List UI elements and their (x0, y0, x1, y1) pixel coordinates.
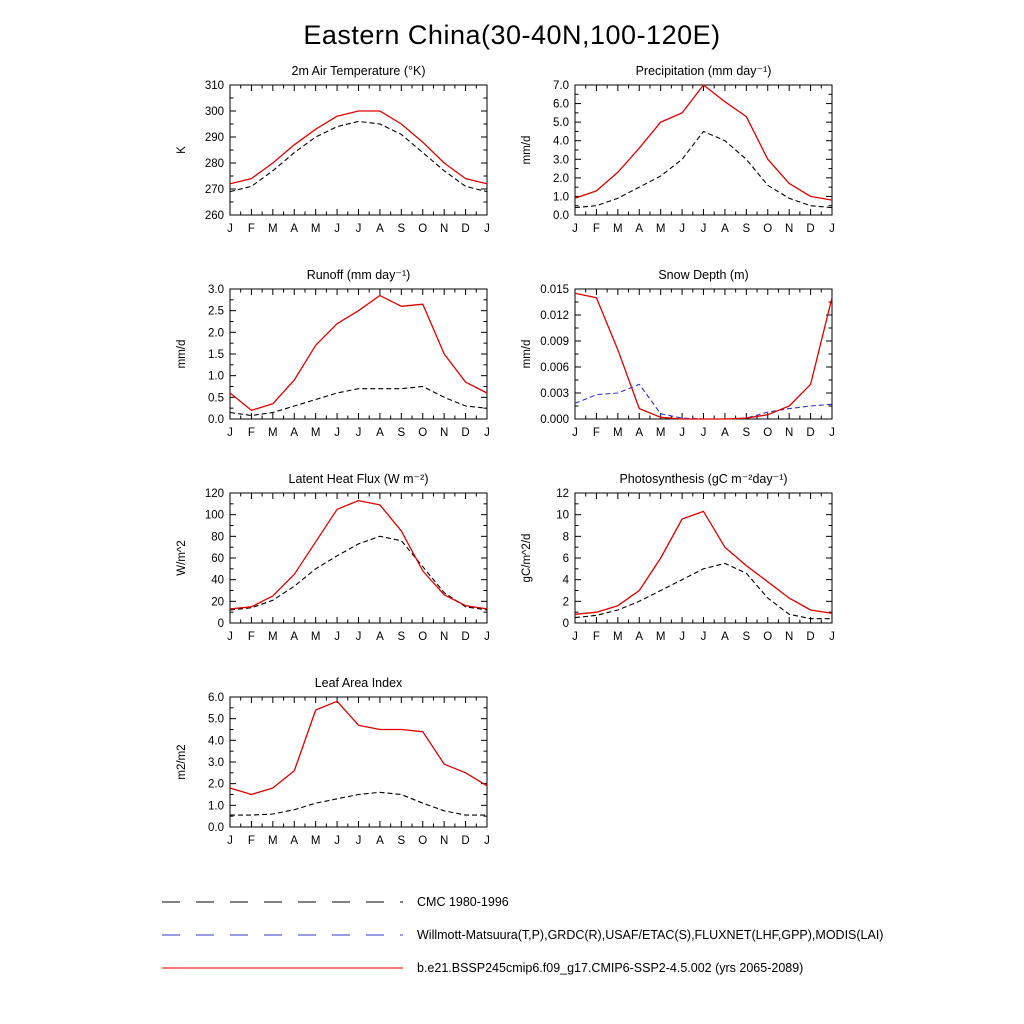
svg-text:1.0: 1.0 (208, 800, 224, 813)
svg-text:A: A (376, 427, 384, 439)
svg-text:A: A (290, 631, 299, 643)
svg-text:M: M (268, 835, 278, 847)
svg-text:O: O (418, 835, 428, 847)
svg-text:W/m^2: W/m^2 (176, 540, 188, 576)
svg-text:J: J (700, 223, 707, 235)
panel-runoff (152, 265, 497, 461)
svg-text:D: D (461, 835, 470, 847)
svg-text:F: F (247, 835, 255, 847)
svg-text:O: O (418, 427, 428, 439)
svg-text:Leaf Area Index: Leaf Area Index (314, 676, 403, 690)
svg-text:M: M (268, 223, 278, 235)
svg-text:J: J (355, 223, 362, 235)
svg-text:6: 6 (562, 553, 569, 565)
svg-text:5.0: 5.0 (553, 117, 569, 130)
svg-text:2: 2 (562, 596, 569, 609)
svg-text:3.0: 3.0 (208, 757, 224, 769)
svg-text:O: O (418, 631, 428, 643)
svg-text:12: 12 (556, 488, 569, 500)
svg-text:m2/m2: m2/m2 (176, 744, 188, 780)
svg-text:A: A (290, 835, 299, 847)
svg-text:gC/m^2/d: gC/m^2/d (521, 533, 533, 583)
svg-text:6.0: 6.0 (208, 692, 224, 704)
svg-text:S: S (742, 427, 751, 439)
svg-text:A: A (721, 631, 729, 643)
svg-text:J: J (227, 427, 233, 439)
svg-text:O: O (763, 631, 773, 643)
svg-text:J: J (572, 631, 578, 643)
svg-text:J: J (572, 427, 578, 439)
svg-text:A: A (635, 427, 644, 439)
svg-text:1.5: 1.5 (208, 349, 224, 361)
svg-text:J: J (679, 631, 685, 643)
svg-text:J: J (334, 835, 340, 847)
svg-text:20: 20 (211, 596, 224, 609)
svg-text:F: F (592, 631, 600, 643)
svg-text:S: S (397, 631, 406, 643)
svg-text:0.000: 0.000 (540, 414, 569, 426)
legend-line-sample-cmc (160, 897, 405, 907)
legend-label-model: b.e21.BSSP245cmip6.f09_g17.CMIP6-SSP2-4.5.002 (yrs 2065-2089) (417, 960, 804, 975)
svg-text:F: F (247, 631, 255, 643)
svg-text:N: N (440, 223, 449, 235)
svg-text:S: S (742, 223, 751, 235)
svg-text:F: F (247, 223, 255, 235)
svg-text:100: 100 (204, 509, 224, 522)
svg-text:1.0: 1.0 (553, 191, 569, 204)
svg-text:120: 120 (204, 488, 224, 500)
svg-text:N: N (785, 631, 794, 643)
svg-text:7.0: 7.0 (553, 80, 569, 92)
svg-text:2.5: 2.5 (208, 305, 224, 318)
svg-text:0: 0 (217, 618, 224, 630)
svg-text:A: A (635, 631, 644, 643)
svg-text:0.012: 0.012 (540, 310, 569, 322)
svg-text:J: J (700, 427, 707, 439)
svg-text:M: M (613, 631, 623, 643)
svg-text:0.5: 0.5 (208, 392, 224, 405)
panels-grid (152, 61, 1024, 869)
svg-text:4.0: 4.0 (553, 135, 569, 148)
svg-text:1.0: 1.0 (208, 370, 224, 383)
svg-text:J: J (829, 223, 835, 235)
svg-text:8: 8 (562, 531, 569, 544)
svg-text:O: O (418, 223, 428, 235)
svg-text:6.0: 6.0 (553, 98, 569, 111)
chart-svg (497, 469, 842, 665)
svg-text:N: N (440, 835, 449, 847)
svg-text:280: 280 (204, 158, 224, 170)
svg-text:K: K (176, 146, 188, 154)
svg-text:3.0: 3.0 (208, 284, 224, 296)
svg-text:40: 40 (211, 574, 224, 587)
svg-text:A: A (635, 223, 644, 235)
legend-label-observations: Willmott-Matsuura(T,P),GRDC(R),USAF/ETAC(S),FLUXNET(LHF,GPP),MODIS(LAI) (417, 927, 884, 942)
svg-text:A: A (721, 223, 729, 235)
svg-text:310: 310 (204, 80, 224, 92)
svg-text:0.0: 0.0 (553, 210, 569, 222)
figure-title: Eastern China(30-40N,100-120E) (303, 20, 721, 50)
svg-text:0.009: 0.009 (540, 336, 569, 348)
panel-2m-air-temperature (152, 61, 497, 257)
svg-text:J: J (484, 223, 490, 235)
legend-row-observations (160, 918, 1024, 951)
svg-text:290: 290 (204, 132, 224, 144)
svg-text:M: M (268, 427, 278, 439)
svg-text:J: J (679, 223, 685, 235)
svg-text:J: J (484, 835, 490, 847)
svg-text:F: F (247, 427, 255, 439)
svg-text:M: M (655, 427, 666, 439)
svg-text:80: 80 (211, 531, 224, 544)
svg-text:M: M (310, 223, 321, 235)
legend-row-model (160, 951, 1024, 984)
chart-svg (152, 61, 497, 257)
svg-text:J: J (227, 835, 233, 847)
legend-line-sample-model (160, 963, 405, 973)
svg-text:J: J (355, 631, 362, 643)
svg-text:Precipitation (mm day⁻¹): Precipitation (mm day⁻¹) (635, 64, 772, 78)
chart-svg (152, 673, 497, 869)
svg-text:F: F (592, 427, 600, 439)
svg-text:5.0: 5.0 (208, 713, 224, 726)
svg-text:N: N (440, 631, 449, 643)
svg-text:J: J (484, 427, 490, 439)
svg-text:3.0: 3.0 (553, 154, 569, 167)
chart-svg (497, 61, 842, 257)
svg-text:260: 260 (204, 210, 224, 222)
svg-text:J: J (572, 223, 578, 235)
svg-text:J: J (700, 631, 707, 643)
svg-text:2.0: 2.0 (208, 778, 224, 791)
svg-text:O: O (763, 427, 773, 439)
svg-text:N: N (440, 427, 449, 439)
panel-precipitation (497, 61, 842, 257)
svg-text:J: J (484, 631, 490, 643)
svg-text:M: M (613, 223, 623, 235)
svg-text:2.0: 2.0 (208, 327, 224, 340)
svg-text:4: 4 (562, 574, 569, 587)
svg-text:A: A (290, 223, 299, 235)
svg-text:Runoff (mm day⁻¹): Runoff (mm day⁻¹) (306, 268, 411, 282)
svg-text:A: A (376, 223, 384, 235)
svg-text:mm/d: mm/d (176, 339, 188, 369)
svg-text:0.0: 0.0 (208, 414, 224, 426)
svg-text:0: 0 (562, 618, 569, 630)
svg-text:D: D (806, 427, 815, 439)
svg-text:S: S (397, 835, 406, 847)
svg-text:mm/d: mm/d (521, 339, 533, 369)
svg-text:A: A (376, 835, 384, 847)
svg-text:Photosynthesis (gC m⁻²day⁻¹): Photosynthesis (gC m⁻²day⁻¹) (619, 472, 788, 486)
svg-text:270: 270 (204, 184, 224, 196)
panel-photosynthesis (497, 469, 842, 665)
svg-text:D: D (806, 223, 815, 235)
svg-text:mm/d: mm/d (521, 135, 533, 165)
svg-text:J: J (829, 427, 835, 439)
svg-text:10: 10 (556, 509, 569, 522)
svg-text:J: J (355, 835, 362, 847)
svg-text:0.015: 0.015 (540, 284, 569, 296)
svg-text:J: J (679, 427, 685, 439)
panel-latent-heat-flux (152, 469, 497, 665)
svg-text:M: M (310, 631, 321, 643)
svg-text:J: J (227, 631, 233, 643)
legend-row-cmc (160, 885, 1024, 918)
svg-text:4.0: 4.0 (208, 735, 224, 748)
svg-text:0.003: 0.003 (540, 388, 569, 400)
panel-leaf-area-index (152, 673, 497, 869)
svg-text:N: N (785, 223, 794, 235)
svg-text:S: S (397, 427, 406, 439)
svg-text:J: J (334, 427, 340, 439)
svg-text:Snow Depth (m): Snow Depth (m) (658, 268, 749, 282)
svg-text:J: J (355, 427, 362, 439)
svg-text:A: A (290, 427, 299, 439)
chart-svg (152, 469, 497, 665)
legend-label-cmc: CMC 1980-1996 (417, 894, 509, 909)
svg-text:0.0: 0.0 (208, 822, 224, 834)
svg-text:Latent Heat Flux (W m⁻²): Latent Heat Flux (W m⁻²) (288, 472, 429, 486)
chart-svg (152, 265, 497, 461)
svg-text:2.0: 2.0 (553, 172, 569, 185)
svg-text:D: D (806, 631, 815, 643)
svg-text:J: J (334, 223, 340, 235)
svg-text:S: S (742, 631, 751, 643)
svg-text:M: M (655, 223, 666, 235)
svg-text:M: M (310, 835, 321, 847)
svg-text:D: D (461, 631, 470, 643)
svg-text:N: N (785, 427, 794, 439)
svg-text:A: A (376, 631, 384, 643)
legend (160, 885, 1024, 984)
svg-text:J: J (829, 631, 835, 643)
chart-svg (497, 265, 842, 461)
panel-snow-depth (497, 265, 842, 461)
svg-text:M: M (310, 427, 321, 439)
svg-text:M: M (613, 427, 623, 439)
svg-text:O: O (763, 223, 773, 235)
svg-text:F: F (592, 223, 600, 235)
svg-text:M: M (268, 631, 278, 643)
svg-text:0.006: 0.006 (540, 362, 569, 374)
svg-text:60: 60 (211, 553, 224, 565)
svg-text:A: A (721, 427, 729, 439)
legend-line-sample-observations (160, 930, 405, 940)
svg-text:M: M (655, 631, 666, 643)
svg-text:D: D (461, 427, 470, 439)
svg-text:300: 300 (204, 106, 224, 118)
svg-text:J: J (334, 631, 340, 643)
svg-text:D: D (461, 223, 470, 235)
svg-text:2m Air Temperature (°K): 2m Air Temperature (°K) (291, 64, 426, 78)
svg-text:S: S (397, 223, 406, 235)
svg-text:J: J (227, 223, 233, 235)
